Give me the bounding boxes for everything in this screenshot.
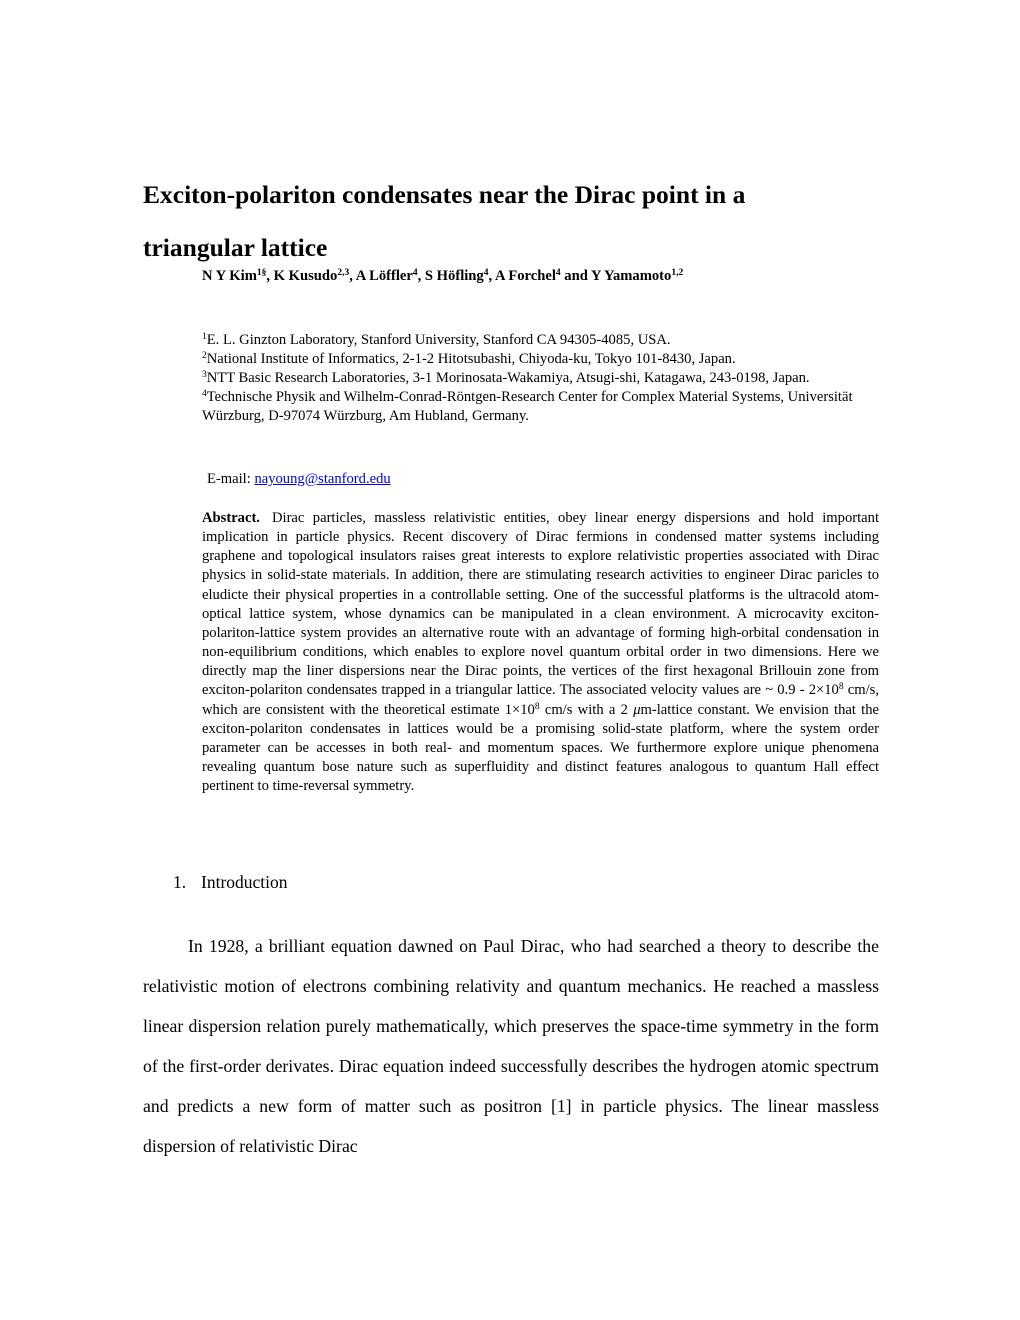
affiliation-list	[202, 331, 882, 426]
email-line	[207, 471, 391, 488]
author-affiliation-mark: 4	[483, 268, 489, 278]
affiliation-text: Technische Physik and Wilhelm-Conrad-Röntgen-Research Center for Complex Material Systems, Universität Würzburg, D-97074 Würzburg, Am Hubland, Germany.	[202, 389, 853, 425]
affiliation-number: 1	[202, 332, 207, 342]
section-heading	[173, 872, 288, 893]
author-affiliation-mark: 1§	[256, 268, 267, 278]
section-number: 1.	[173, 872, 187, 892]
affiliation	[202, 350, 882, 369]
abstract-text: m-lattice constant. We envision that the exciton-polariton condensates in lattices would be a promising solid-state platform, where the system order parameter can be accesses in both real- and momentum spaces. We furthermore explore unique phenomena revealing quantum bose nature such as superfluidity and distinct features analogous to quantum Hall effect pertinent to time-reversal symmetry.	[202, 701, 879, 795]
author-list: N Y Kim$^{1\S}$, K Kusudo$^{2,3}$, A Löffler$^4$, S Höfling$^4$, A Forchel$^4$ and Y Yamamoto$^{1,2}$	[202, 268, 684, 284]
author-affiliation-mark: 2,3	[337, 268, 350, 278]
paper-title: Exciton-polariton condensates near the Dirac point in a triangular lattice	[143, 180, 746, 262]
email-link[interactable]: nayoung@stanford.edu	[254, 471, 391, 487]
author-name: A Löffler	[355, 268, 413, 284]
abstract-text: cm/s, which are consistent with the theoretical estimate 1×10	[202, 682, 879, 718]
abstract-mu-symbol: μ	[633, 701, 641, 718]
affiliation-text: National Institute of Informatics, 2-1-2 Hitotsubashi, Chiyoda-ku, Tokyo 101-8430, Japan.	[206, 351, 736, 368]
author-affiliation-mark: 4	[555, 268, 561, 278]
author-name: S Höfling	[424, 268, 484, 284]
email-label: E-mail:	[207, 471, 251, 487]
author-name: K Kusudo	[273, 268, 338, 284]
affiliation-number: 2	[202, 351, 207, 362]
section-title: Introduction	[201, 872, 288, 892]
author-name: A Forchel	[494, 268, 556, 284]
abstract-text: Dirac particles, massless relativistic entities, obey linear energy dispersions and hold important implication in particle physics. Recent discovery of Dirac fermions in condensed matter systems including graphene and topological insulators raises great interests to explore relativistic properties associated with Dirac physics in solid-state materials. In addition, there are stimulating research activities to engineer Dirac paricles to eludicte their physical properties in a controllable setting. One of the successful platforms is the ultracold atom-optical lattice system, whose dynamics can be manipulated in a clean environment. A microcavity exciton-polariton-lattice system provides an alternative route with an advantage of forming high-orbital condensation in non-equilibrium conditions, which enables to explore novel quantum orbital order in two dimensions. Here we directly map the liner dispersions near the Dirac points, the vertices of the first hexagonal Brillouin zone from exciton-polariton condensates trapped in a triangular lattice. The associated velocity values are ~ 0.9 - 2×10	[202, 510, 879, 699]
author-affiliation-mark: 1,2	[671, 268, 684, 278]
abstract-text: cm/s with a 2	[539, 701, 634, 718]
affiliation-text: E. L. Ginzton Laboratory, Stanford University, Stanford CA 94305-4085, USA.	[206, 332, 671, 348]
abstract-exponent: 8	[838, 682, 844, 693]
author-name: Y Yamamoto	[590, 268, 672, 284]
affiliation-text: NTT Basic Research Laboratories, 3-1 Morinosata-Wakamiya, Atsugi-shi, Katagawa, 243-0198, Japan.	[206, 370, 810, 387]
abstract-label: Abstract.	[202, 510, 260, 526]
abstract	[202, 509, 879, 796]
affiliation-number: 4	[202, 389, 207, 400]
author-name: N Y Kim	[202, 268, 257, 284]
abstract-exponent: 8	[534, 701, 540, 712]
intro-text: In 1928, a brilliant equation dawned on Paul Dirac, who had searched a theory to describe the relativistic motion of electrons combining relativity and quantum mechanics. He reached a massless linear dispersion relation purely mathematically, which preserves the space-time symmetry in the form of the first-order derivates. Dirac equation indeed successfully describes the hydrogen atomic spectrum and predicts a new form of matter such as positron [1] in particle physics. The linear massless dispersion of relativistic Dirac	[143, 936, 879, 1157]
author-affiliation-mark: 4	[412, 268, 418, 278]
affiliation	[202, 388, 882, 426]
intro-paragraph	[143, 926, 879, 1167]
affiliation	[202, 331, 882, 350]
affiliation	[202, 369, 882, 388]
affiliation-number: 3	[202, 370, 207, 381]
